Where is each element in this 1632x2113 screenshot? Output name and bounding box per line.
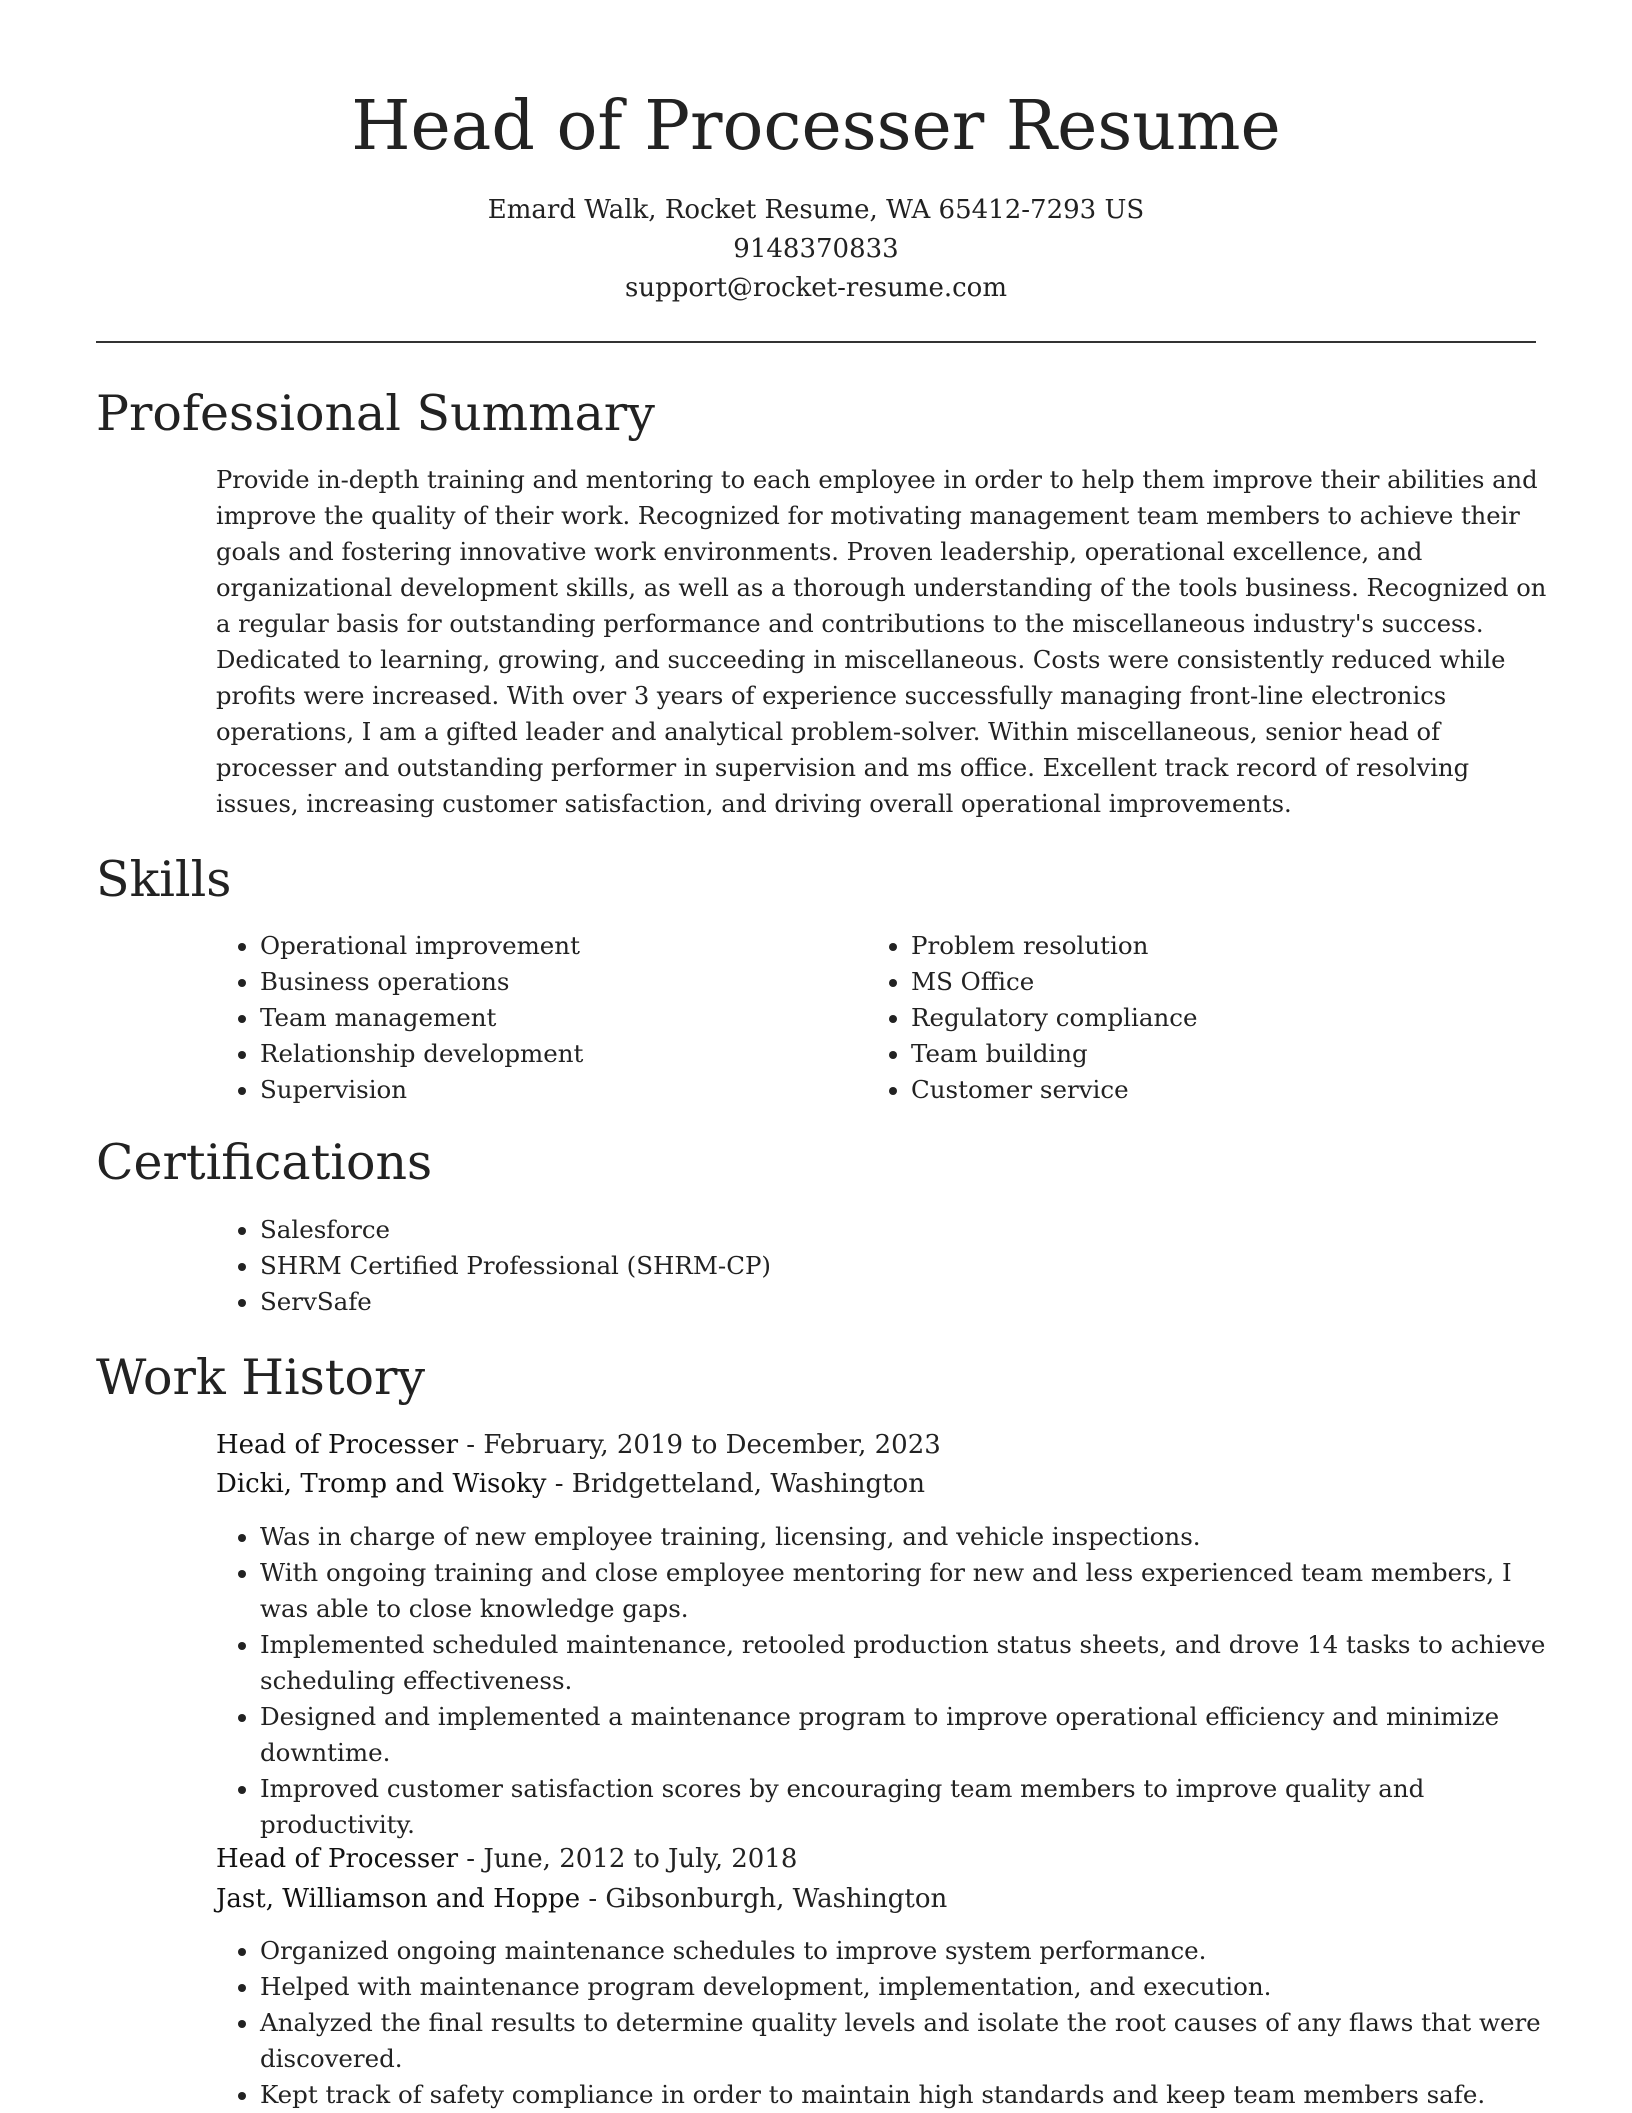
skills-heading: Skills [96, 851, 232, 908]
job-title-line [216, 1840, 797, 1879]
contact-phone: 9148370833 [733, 234, 899, 264]
skill-item: • Regulatory compliance [911, 1000, 1531, 1036]
contact-address: Emard Walk, Rocket Resume, WA 65412-7293 US [487, 195, 1145, 225]
skills-list-right [867, 928, 1531, 1108]
skill-item: • Problem resolution [911, 928, 1531, 964]
job-duties-list [216, 1933, 1550, 2113]
job-duty: • Analyzed the final results to determine quality levels and isolate the root causes of any flaws that were discovered. [260, 2005, 1550, 2077]
summary-text: Provide in-depth training and mentoring to each employee in order to help them improve their abilities and improve the quality of their work. Recognized for motivating management team members to achieve their goals and fostering innovative work environments. Proven leadership, operational excellence, and organizational development skills, as well as a thorough understanding of the tools business. Recognized on a regular basis for outstanding performance and contributions to the miscellaneous industry's success. Dedicated to learning, growing, and succeeding in miscellaneous. Costs were consistently reduced while profits were increased. With over 3 years of experience successfully managing front-line electronics operations, I am a gifted leader and analytical problem-solver. Within miscellaneous, senior head of processer and outstanding performer in supervision and ms office. Excellent track record of resolving issues, increasing customer satisfaction, and driving overall operational improvements. [216, 466, 1547, 818]
certifications-list [216, 1212, 1560, 1320]
job-company-line [216, 1880, 947, 1919]
job-company: Dicki, Tromp and Wisoky [216, 1469, 547, 1499]
job-duty: • Helped with maintenance program development, implementation, and execution. [260, 1969, 1550, 2005]
skill-item: • MS Office [911, 964, 1531, 1000]
skill-item: • Team building [911, 1036, 1531, 1072]
job-dates: - February, 2019 to December, 2023 [458, 1430, 941, 1460]
job-duty: • Kept track of safety compliance in order to maintain high standards and keep team members safe. [260, 2077, 1550, 2113]
job-duty: • With ongoing training and close employee mentoring for new and less experienced team members, I was able to close knowledge gaps. [260, 1555, 1550, 1627]
job-duty: • Designed and implemented a maintenance program to improve operational efficiency and minimize downtime. [260, 1699, 1550, 1771]
contact-block [96, 191, 1536, 308]
job-duties-list [216, 1519, 1550, 1843]
job-duty: • Organized ongoing maintenance schedules to improve system performance. [260, 1933, 1550, 1969]
job-dates: - June, 2012 to July, 2018 [458, 1844, 798, 1874]
job-duty: • Improved customer satisfaction scores by encouraging team members to improve quality and productivity. [260, 1771, 1550, 1843]
skills-list-left [216, 928, 820, 1108]
skill-item: • Relationship development [260, 1036, 820, 1072]
header-divider [96, 341, 1536, 343]
job-location: - Bridgetteland, Washington [546, 1469, 925, 1499]
job-title: Head of Processer [216, 1430, 459, 1460]
job-duty: • Was in charge of new employee training, licensing, and vehicle inspections. [260, 1519, 1550, 1555]
job-duty: • Implemented scheduled maintenance, retooled production status sheets, and drove 14 tasks to achieve scheduling effectiveness. [260, 1627, 1550, 1699]
skill-item: • Team management [260, 1000, 820, 1036]
contact-email: support@rocket-resume.com [624, 273, 1007, 303]
skill-item: • Customer service [911, 1072, 1531, 1108]
job-title-line [216, 1426, 941, 1465]
job-company: Jast, Williamson and Hoppe [216, 1884, 581, 1914]
job-location: - Gibsonburgh, Washington [580, 1884, 948, 1914]
skill-item: • Business operations [260, 964, 820, 1000]
job-title: Head of Processer [216, 1844, 459, 1874]
job-company-line [216, 1465, 925, 1504]
work-history-heading: Work History [96, 1349, 426, 1406]
certification-item: • Salesforce [260, 1212, 1560, 1248]
skill-item: • Supervision [260, 1072, 820, 1108]
certifications-heading: Certifications [96, 1134, 433, 1191]
page-title: Head of Processer Resume [351, 87, 1281, 166]
skill-item: • Operational improvement [260, 928, 820, 964]
summary-heading: Professional Summary [96, 385, 655, 442]
certification-item: • ServSafe [260, 1284, 1560, 1320]
certification-item: • SHRM Certified Professional (SHRM-CP) [260, 1248, 1560, 1284]
